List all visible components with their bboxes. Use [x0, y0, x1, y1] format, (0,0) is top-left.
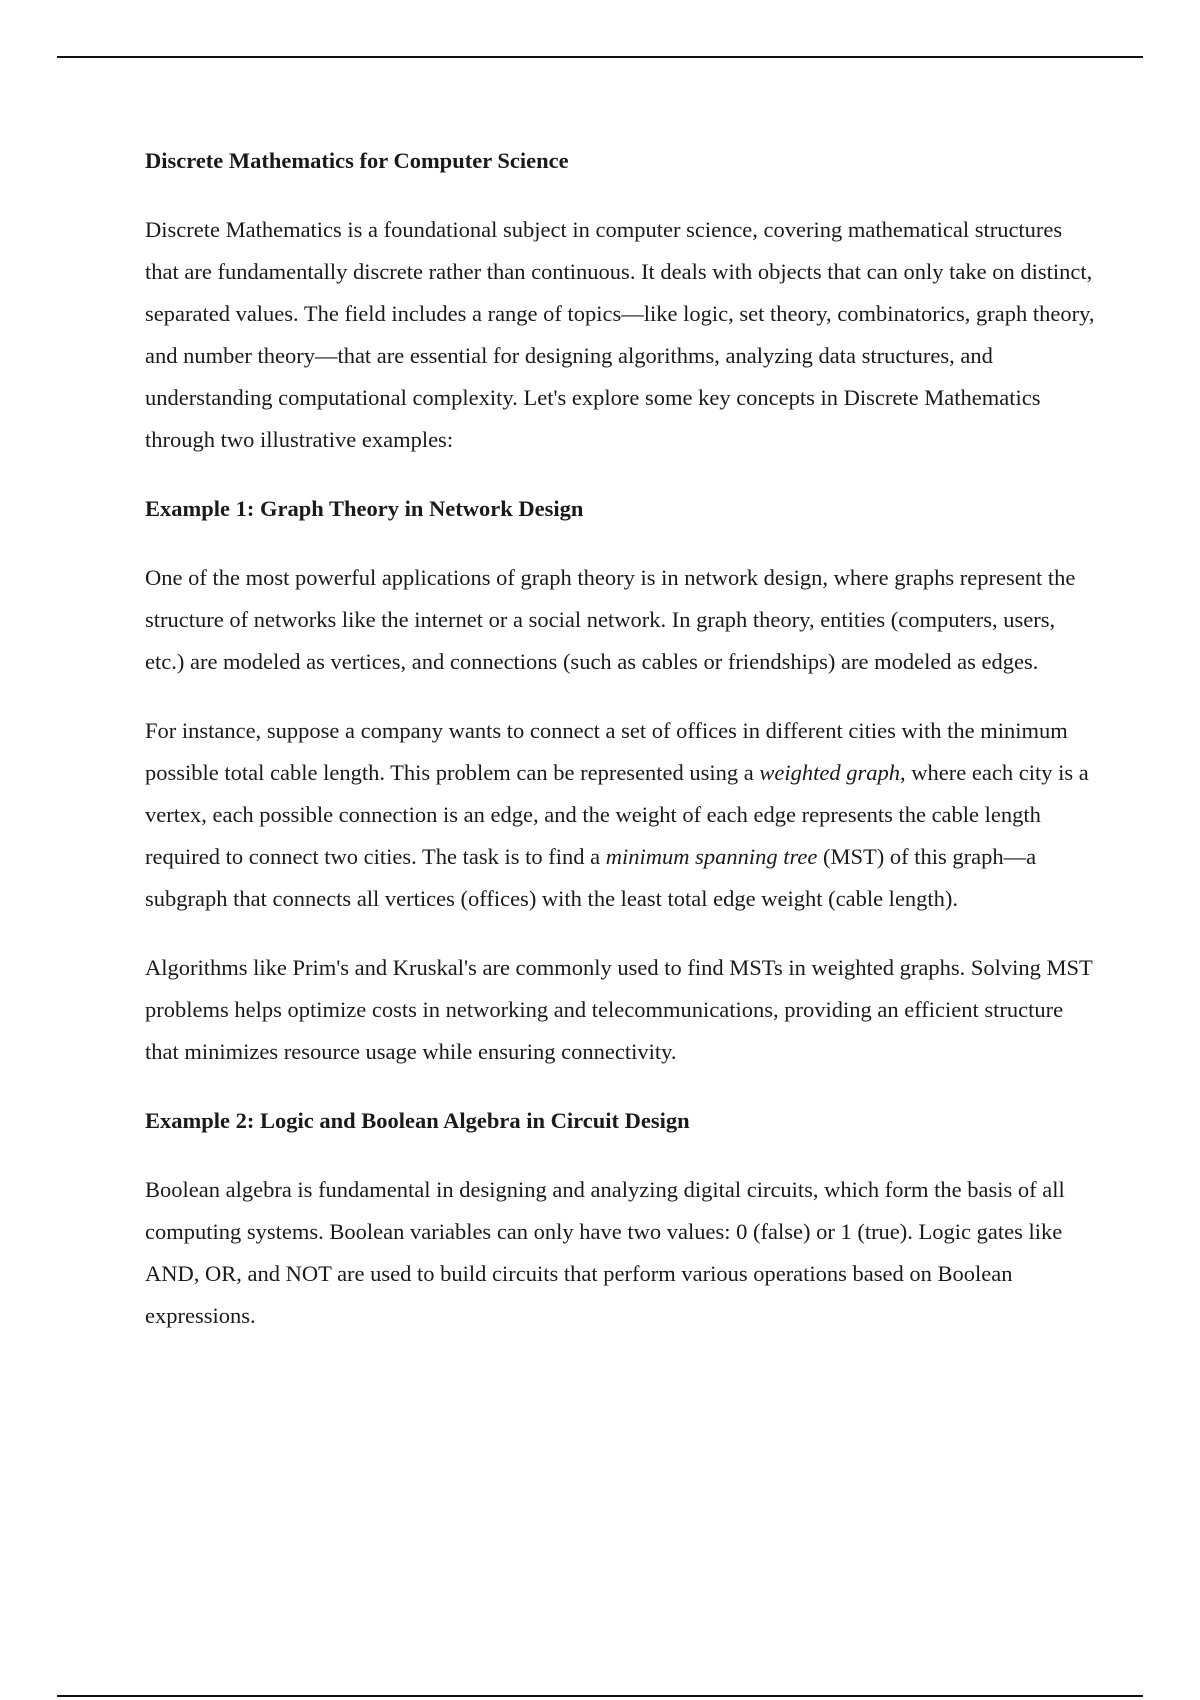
document-title: Discrete Mathematics for Computer Science	[145, 148, 569, 173]
example1-heading: Example 1: Graph Theory in Network Design	[145, 496, 584, 521]
intro-paragraph: Discrete Mathematics is a foundational subject in computer science, covering mathematical structures that are fundamentally discrete rather than continuous. It deals with objects that can only take on distinct, separated values. The field includes a range of topics—like logic, set theory, combinatorics, graph theory, and number theory—that are essential for designing algorithms, analyzing data structures, and understanding computational complexity. Let's explore some key concepts in Discrete Mathematics through two illustrative examples:	[145, 217, 1095, 452]
footer-rule	[57, 1695, 1143, 1697]
example2-paragraph-1: Boolean algebra is fundamental in designing and analyzing digital circuits, which form the basis of all computing systems. Boolean variables can only have two values: 0 (false) or 1 (true). Logic gates like AND, OR, and NOT are used to build circuits that perform various operations based on Boolean expressions.	[145, 1177, 1065, 1328]
example1-p2-text-a: For instance, suppose a company wants to connect a set of offices in different cities with the minimum possible total cable length. This problem can be represented using a	[145, 718, 1068, 785]
example1-paragraph-3: Algorithms like Prim's and Kruskal's are commonly used to find MSTs in weighted graphs. Solving MST problems helps optimize costs in networking and telecommunications, providing an efficient structure that minimizes resource usage while ensuring connectivity.	[145, 955, 1093, 1064]
example2-heading: Example 2: Logic and Boolean Algebra in Circuit Design	[145, 1108, 690, 1133]
document-body	[145, 140, 1095, 1364]
minimum-spanning-tree-term: minimum spanning tree	[605, 844, 818, 869]
header-rule	[57, 56, 1143, 58]
weighted-graph-term: weighted graph	[759, 760, 901, 785]
example1-paragraph-2	[145, 710, 1095, 920]
example1-p2-text-b: , where each city is a vertex, each possible connection is an edge, and the weight of each edge represents the cable length required to connect two cities. The task is to find a	[145, 760, 1089, 869]
example1-paragraph-1: One of the most powerful applications of graph theory is in network design, where graphs represent the structure of networks like the internet or a social network. In graph theory, entities (computers, users, etc.) are modeled as vertices, and connections (such as cables or friendships) are modeled as edges.	[145, 565, 1076, 674]
example1-p2-text-c: (MST) of this graph—a subgraph that connects all vertices (offices) with the least total edge weight (cable length).	[145, 844, 1037, 911]
